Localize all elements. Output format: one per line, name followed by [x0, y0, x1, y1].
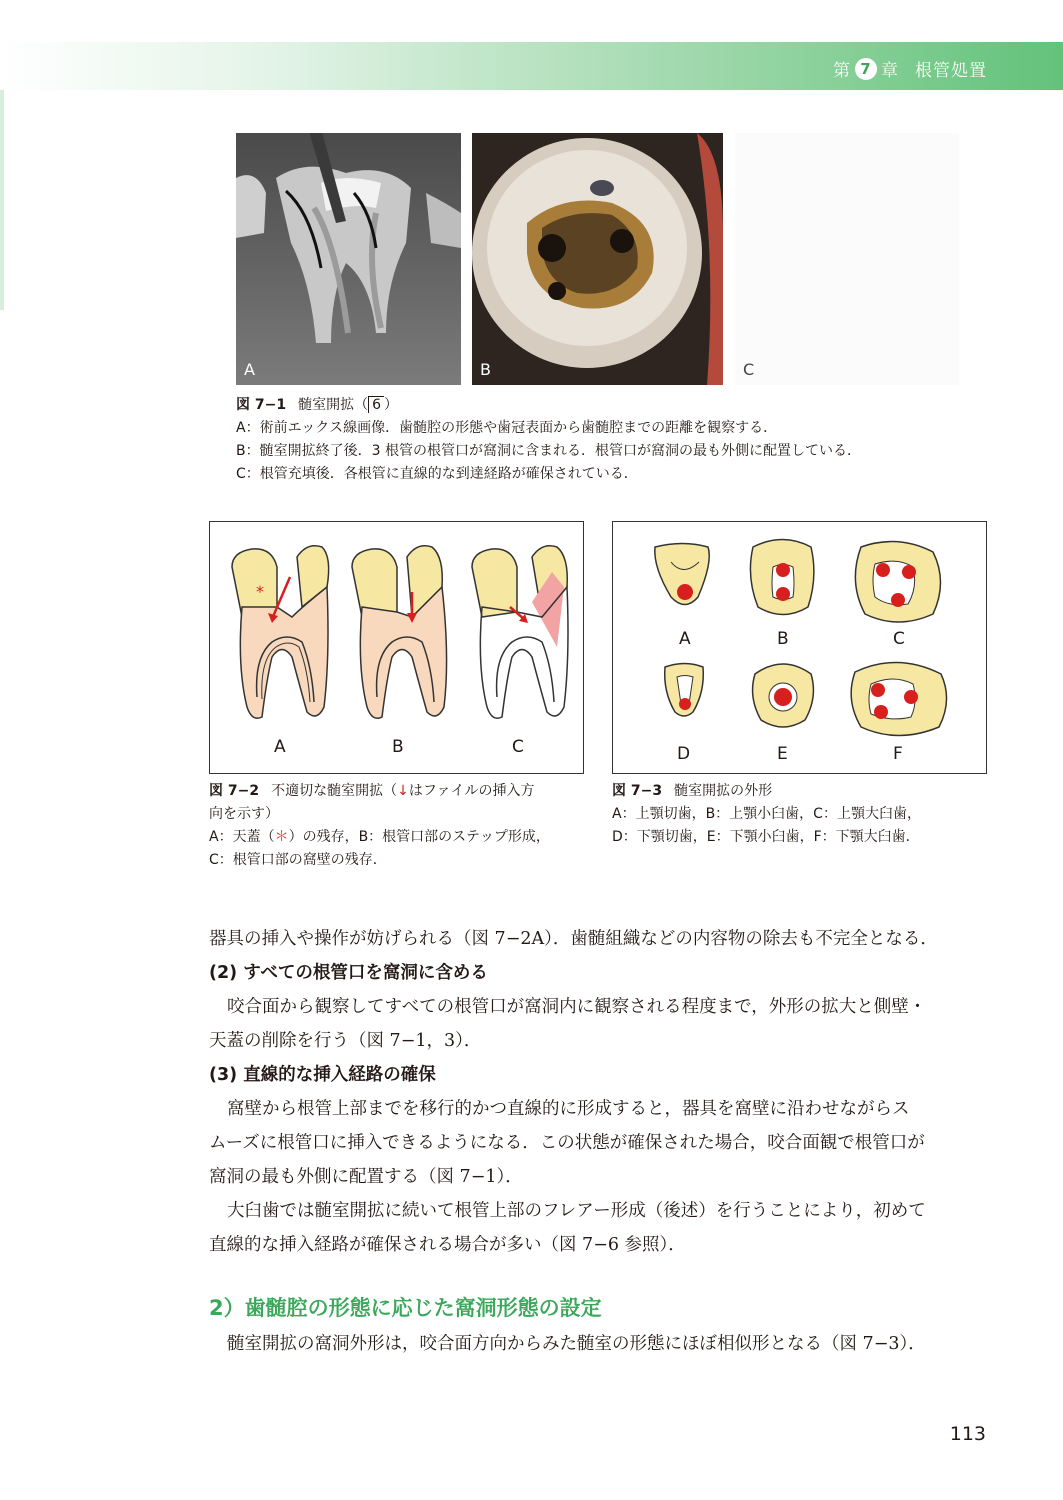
tooth-outline-b — [750, 540, 813, 615]
tooth-notation: 6 — [368, 396, 384, 413]
tooth-b — [352, 546, 447, 719]
caption-line-4: C：根管口部の窩壁の残存． — [209, 852, 387, 868]
tooth-outline-a — [655, 544, 709, 605]
figure-7-2-caption — [209, 780, 589, 872]
asterisk-icon: ＊ — [274, 829, 289, 845]
tooth-outline-d — [665, 664, 704, 717]
tooth-outline-e — [753, 664, 814, 727]
paragraph-4-line-2: 直線的な挿入経路が確保される場合が多い（図 7−6 参照）． — [209, 1235, 686, 1255]
xray-image — [236, 133, 461, 385]
caption-line-3: D：下顎切歯，E：下顎小臼歯，F：下顎大臼歯． — [612, 829, 920, 845]
panel-label-b: B — [480, 360, 491, 379]
caption-line-2: A：上顎切歯，B：上顎小臼歯，C：上顎大臼歯， — [612, 806, 921, 822]
figure-number: 図 7−2 — [209, 783, 260, 799]
page-number: 113 — [949, 1423, 986, 1445]
paragraph-1: 器具の挿入や操作が妨げられる（図 7−2A）．歯髄組織などの内容物の除去も不完全となる． — [209, 929, 938, 949]
subheading-3: (3) 直線的な挿入経路の確保 — [209, 1065, 436, 1085]
roof-marker: * — [256, 582, 264, 601]
fig2-label-b: B — [392, 737, 404, 757]
tooth-c — [472, 546, 568, 719]
left-margin-rule — [0, 90, 4, 310]
fig3-label-f: F — [893, 744, 903, 764]
caption-line-c: C：根管充填後．各根管に直線的な到達経路が確保されている． — [236, 466, 638, 482]
panel-label-c: C — [743, 360, 755, 379]
access-outline-diagram — [613, 522, 986, 773]
tooth-a — [232, 546, 329, 719]
tooth-outline-c — [855, 542, 940, 622]
paragraph-3-line-1: 窩壁から根管上部までを移行的かつ直線的に形成すると，器具を窩壁に沿わせながらス — [227, 1099, 910, 1119]
section-title: 2）歯髄腔の形態に応じた窩洞形態の設定 — [209, 1296, 602, 1320]
fig3-label-d: D — [677, 744, 691, 764]
caption-heading — [612, 780, 992, 803]
chapter-heading — [833, 56, 987, 81]
fig3-label-b: B — [777, 629, 789, 649]
fig3-label-c: C — [893, 629, 905, 649]
paragraph-5: 髄室開拡の窩洞外形は，咬合面方向からみた髄室の形態にほぼ相似形となる（図 7−3）． — [227, 1334, 926, 1354]
tooth-photo-illustration — [472, 133, 723, 385]
caption-line-3 — [209, 826, 589, 849]
caption-line-2: 向を示す） — [209, 806, 279, 822]
caption-heading — [236, 394, 996, 417]
caption-title: 髄室開拡の外形 — [674, 783, 773, 799]
fig2-label-a: A — [274, 737, 286, 757]
figure-number: 図 7−1 — [236, 397, 287, 413]
xray-illustration — [236, 133, 461, 385]
caption-heading — [209, 780, 589, 803]
paragraph-4-line-1: 大臼歯では髄室開拡に続いて根管上部のフレアー形成（後述）を行うことにより，初めて — [227, 1201, 926, 1221]
chapter-suffix: 章 — [881, 61, 899, 81]
improper-access-diagram — [210, 522, 583, 773]
caption-title-part-a: 不適切な髄室開拡（ — [271, 783, 398, 799]
chapter-number-badge: 7 — [855, 58, 877, 80]
chapter-prefix: 第 — [833, 61, 851, 81]
caption-line-3b: ）の残存，B：根管口部のステップ形成， — [288, 829, 550, 845]
caption-title: 髄室開拡（ — [298, 397, 369, 413]
caption-line-b: B：髄室開拡終了後．3 根管の根管口が窩洞に含まれる．根管口が窩洞の最も外側に配置している． — [236, 443, 861, 459]
arrow-down-icon: ↓ — [397, 783, 409, 799]
caption-line-a: A：術前エックス線画像．歯髄腔の形態や歯冠表面から歯髄腔までの距離を観察する． — [236, 420, 778, 436]
caption-line-3a: A：天蓋（ — [209, 829, 275, 845]
post-obturation-image — [735, 133, 959, 385]
fig3-label-e: E — [777, 744, 788, 764]
figure-7-2-box — [209, 521, 584, 774]
subheading-2: (2) すべての根管口を窩洞に含める — [209, 963, 488, 983]
figure-7-3-box — [612, 521, 987, 774]
tooth-outline-f — [851, 662, 946, 735]
access-cavity-photo — [472, 133, 723, 385]
paragraph-2-line-2: 天蓋の削除を行う（図 7−1，3）． — [209, 1031, 482, 1051]
caption-close: ） — [384, 397, 399, 413]
chapter-title: 根管処置 — [915, 61, 987, 81]
figure-7-1-caption — [236, 394, 996, 486]
caption-title-part-b: はファイルの挿入方 — [408, 783, 535, 799]
paragraph-2-line-1: 咬合面から観察してすべての根管口が窩洞内に観察される程度まで，外形の拡大と側壁・ — [227, 997, 927, 1017]
paragraph-3-line-3: 窩洞の最も外側に配置する（図 7−1）． — [209, 1167, 523, 1187]
paragraph-3-line-2: ムーズに根管口に挿入できるようになる．この状態が確保された場合，咬合面観で根管口が — [209, 1133, 925, 1153]
figure-7-3-caption — [612, 780, 992, 849]
fig3-label-a: A — [679, 629, 691, 649]
fig2-label-c: C — [512, 737, 524, 757]
figure-number: 図 7−3 — [612, 783, 663, 799]
panel-label-a: A — [244, 360, 255, 379]
